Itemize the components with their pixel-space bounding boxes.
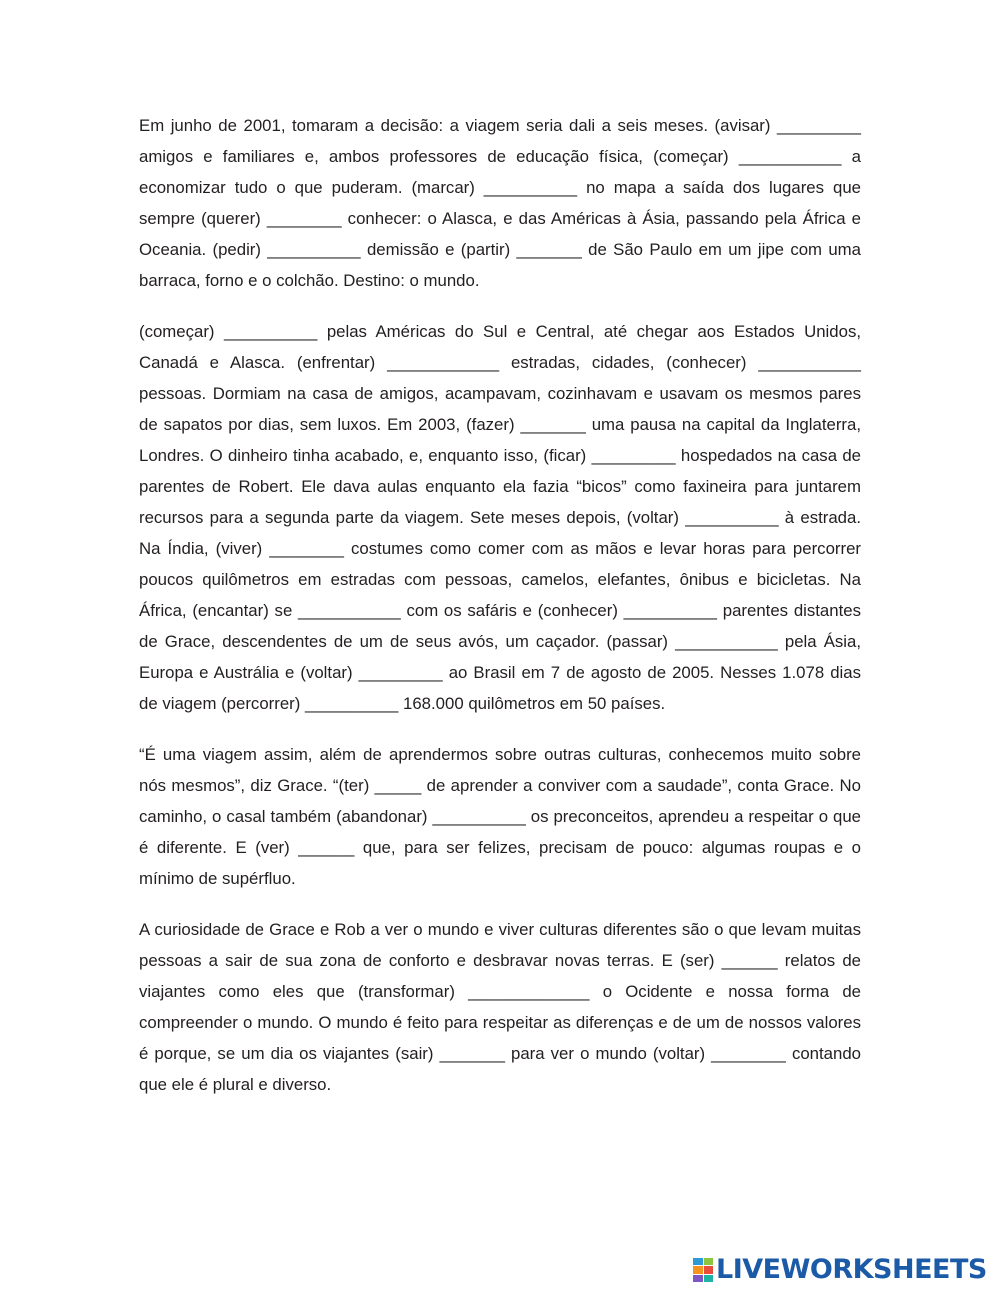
paragraph-2: (começar) __________ pelas Américas do Sul e Central, até chegar aos Estados Unidos, Canadá e Alasca. (enfrentar) ____________ estradas, cidades, (conhecer) ___________ pessoas. Dormiam na casa de amigos, acampavam, cozinhavam e usavam os mesmos pares de sapatos por dias, sem luxos. Em 2003, (fazer) _______ uma pausa na capital da Inglaterra, Londres. O dinheiro tinha acabado, e, enquanto isso, (ficar) _________ hospedados na casa de parentes de Robert. Ele dava aulas enquanto ela fazia “bicos” como faxineira para juntarem recursos para a segunda parte da viagem. Sete meses depois, (voltar) __________ à estrada. Na Índia, (viver) ________ costumes como comer com as mãos e levar horas para percorrer poucos quilômetros em estradas com pessoas, camelos, elefantes, ônibus e bicicletas. Na África, (encantar) se ___________ com os safáris e (conhecer) __________ parentes distantes de Grace, descendentes de um de seus avós, um caçador. (passar) ___________ pela Ásia, Europa e Austrália e (voltar) _________ ao Brasil em 7 de agosto de 2005. Nesses 1.078 dias de viagem (percorrer) __________ 168.000 quilômetros em 50 países. [139, 322, 861, 713]
worksheet-text [139, 110, 861, 1120]
paragraph-3: “É uma viagem assim, além de aprendermos sobre outras culturas, conhecemos muito sobre nós mesmos”, diz Grace. “(ter) _____ de aprender a conviver com a saudade”, conta Grace. No caminho, o casal também (abandonar) __________ os preconceitos, aprendeu a respeitar o que é diferente. E (ver) ______ que, para ser felizes, precisam de pouco: algumas roupas e o mínimo de supérfluo. [139, 745, 861, 888]
logo-text: LIVEWORKSHEETS [716, 1254, 987, 1285]
paragraph-1: Em junho de 2001, tomaram a decisão: a viagem seria dali a seis meses. (avisar) _________ amigos e familiares e, ambos professores de educação física, (começar) ___________ a economizar tudo o que puderam. (marcar) __________ no mapa a saída dos lugares que sempre (querer) ________ conhecer: o Alasca, e das Américas à Ásia, passando pela África e Oceania. (pedir) __________ demissão e (partir) _______ de São Paulo em um jipe com uma barraca, forno e o colchão. Destino: o mundo. [139, 116, 861, 290]
liveworksheets-logo-icon [693, 1258, 713, 1282]
paragraph-4: A curiosidade de Grace e Rob a ver o mundo e viver culturas diferentes são o que levam muitas pessoas a sair de sua zona de conforto e desbravar novas terras. E (ser) ______ relatos de viajantes como eles que (transformar) _____________ o Ocidente e nossa forma de compreender o mundo. O mundo é feito para respeitar as diferenças e de um de nossos valores é porque, se um dia os viajantes (sair) _______ para ver o mundo (voltar) ________ contando que ele é plural e diverso. [139, 920, 861, 1094]
liveworksheets-logo [693, 1254, 987, 1286]
